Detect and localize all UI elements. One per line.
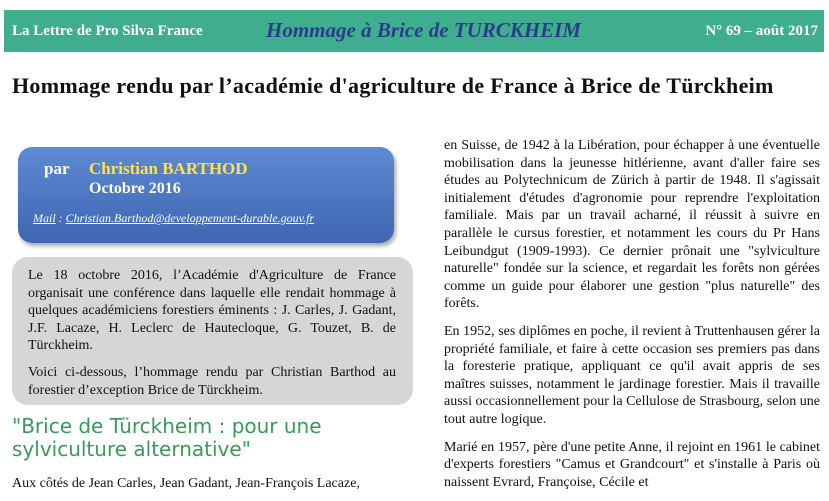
body-paragraph: Marié en 1957, père d'une petite Anne, il rejoint en 1961 le cabinet d'experts forestiers "Camus et Grandcourt" et s'installe à Paris où naissent Evrard, Françoise, Cécile et	[444, 439, 820, 490]
mail-label: Mail	[33, 211, 56, 225]
intro-paragraph-2: Voici ci-dessous, l’hommage rendu par Christian Barthod au forestier d’exception Brice de Türckheim.	[28, 365, 396, 398]
mail-separator: :	[55, 211, 66, 225]
body-paragraph: En 1952, ses diplômes en poche, il revient à Truttenhausen gérer la propriété familiale, et faire à cette occasion ses premiers pas dans la foresterie pratique, appliquant ce qu'il avait appris de ses maîtres suisses, notamment le jardinage forestier. Mais il travaille aussi occasionnellement pour la Cellulose de Strasbourg, selon une tout autre logique.	[444, 323, 820, 427]
section-heading: "Brice de Türckheim : pour une sylviculture alternative"	[12, 414, 322, 461]
intro-box	[12, 257, 413, 405]
body-paragraph: en Suisse, de 1942 à la Libération, pour échapper à une éventuelle mobilisation dans la jeunesse hitlérienne, avant d'aller faire ses études au Polytechnicum de Zürich à partir de 1948. Il s'agissait initialement d'études d'agronomie pour reprendre l'exploitation familiale. Mais par un travail acharné, il réussit à suivre en parallèle le cursus forestier, et notamment les cours du Pr Hans Leibundgut (1909-1993). Ce dernier prônait une "sylviculture naturelle" fondée sur la science, et regardait les forêts non gérées comme un guide pour élaborer une gestion "plus naturelle" des forêts.	[444, 138, 820, 312]
newsletter-name: La Lettre de Pro Silva France	[12, 23, 203, 39]
intro-paragraph: Le 18 octobre 2016, l’Académie d'Agriculture de France organisait une conférence dans laquelle elle rendait hommage à quelques académiciens forestiers éminents : J. Carles, J. Gadant, J.F. Lacaze, H. Leclerc de Hautecloque, G. Touzet, B. de Türckheim.	[28, 268, 396, 353]
article-title: Hommage rendu par l’académie d'agriculture de France à Brice de Türckheim	[12, 73, 774, 98]
issue-theme: Hommage à Brice de TURCKHEIM	[266, 18, 581, 42]
section-text: Aux côtés de Jean Carles, Jean Gadant, Jean-François Lacaze,	[12, 476, 360, 491]
author-prefix: par	[44, 159, 70, 178]
author-box	[18, 147, 394, 243]
issue-number: N° 69 – août 2017	[705, 23, 818, 39]
right-column	[444, 137, 820, 501]
author-date: Octobre 2016	[89, 180, 181, 197]
mail-link[interactable]: Christian.Barthod@developpement-durable.gouv.fr	[65, 211, 315, 225]
author-mail	[33, 211, 314, 226]
author-name: Christian BARTHOD	[89, 159, 248, 178]
header-banner	[4, 10, 824, 52]
